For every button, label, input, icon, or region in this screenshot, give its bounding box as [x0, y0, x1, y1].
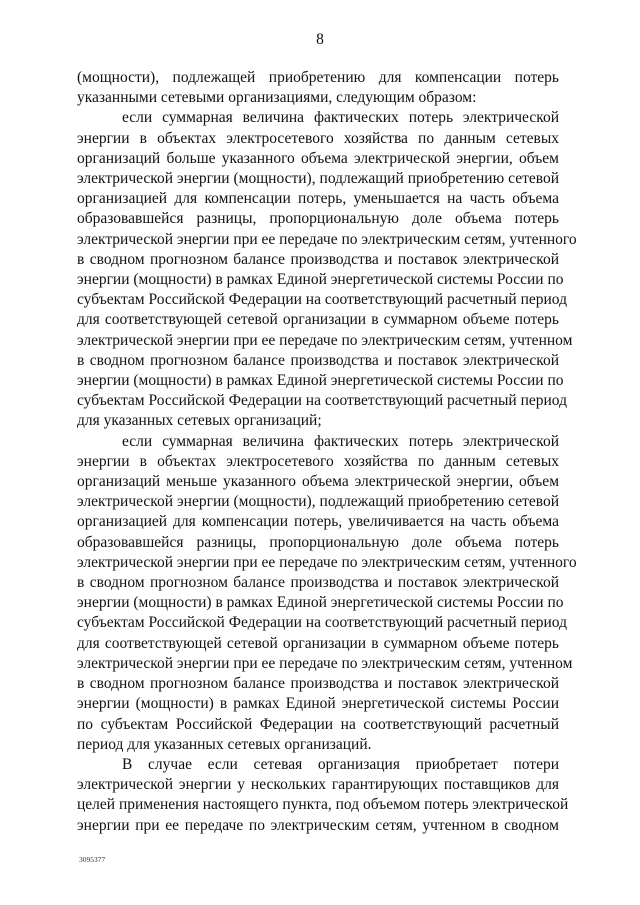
text-line: в сводном прогнозном балансе производства и поставок электрической [77, 351, 559, 369]
text-line: организацией для компенсации потерь, увеличивается на часть объема [77, 513, 559, 531]
text-line: энергии в объектах электросетевого хозяйства по данным сетевых [77, 452, 559, 470]
text-line: образовавшейся разницы, пропорциональную доле объема потерь [77, 533, 559, 551]
text-line: субъектам Российской Федерации на соответствующий расчетный период [77, 291, 567, 309]
text-line: в сводном прогнозном балансе производства и поставок электрической [77, 574, 559, 592]
text-line: период для указанных сетевых организаций. [77, 735, 372, 753]
text-line: электрической энергии у нескольких гарантирующих поставщиков для [77, 776, 559, 794]
text-line: если суммарная величина фактических потерь электрической [122, 109, 559, 127]
text-line: для указанных сетевых организаций; [77, 412, 322, 430]
text-line: энергии (мощности) в рамках Единой энергетической системы России по [77, 271, 564, 289]
text-line: организаций больше указанного объема электрической энергии, объем [77, 149, 559, 167]
text-line: субъектам Российской Федерации на соответствующий расчетный период [77, 614, 567, 632]
text-line: образовавшейся разницы, пропорциональную доле объема потерь [77, 210, 559, 228]
text-line: субъектам Российской Федерации на соответствующий расчетный период [77, 392, 567, 410]
text-line: если суммарная величина фактических потерь электрической [122, 432, 559, 450]
text-line: по субъектам Российской Федерации на соответствующий расчетный [77, 715, 559, 733]
text-line: электрической энергии при ее передаче по электрическим сетям, учтенного [77, 553, 577, 571]
text-line: энергии в объектах электросетевого хозяйства по данным сетевых [77, 129, 559, 147]
text-line: энергии при ее передаче по электрическим сетям, учтенном в сводном [77, 816, 559, 834]
text-line: для соответствующей сетевой организации в суммарном объеме потерь [77, 634, 559, 652]
text-line: энергии (мощности) в рамках Единой энергетической системы России по [77, 372, 564, 390]
text-line: электрической энергии при ее передаче по электрическим сетям, учтенного [77, 230, 577, 248]
text-line: электрической энергии при ее передаче по электрическим сетям, учтенном [77, 331, 573, 349]
text-line: В случае если сетевая организация приобретает потери [122, 755, 559, 773]
document-body [77, 68, 577, 836]
text-line: организацией для компенсации потерь, уменьшается на часть объема [77, 190, 559, 208]
text-line: электрической энергии при ее передаче по электрическим сетям, учтенном [77, 654, 573, 672]
text-line: электрической энергии (мощности), подлежащий приобретению сетевой [77, 170, 559, 188]
text-line: указанными сетевыми организациями, следующим образом: [77, 89, 477, 107]
text-line: (мощности), подлежащей приобретению для компенсации потерь [77, 69, 559, 86]
text-line: для соответствующей сетевой организации в суммарном объеме потерь [77, 311, 559, 329]
text-line: электрической энергии (мощности), подлежащий приобретению сетевой [77, 493, 559, 511]
text-line: организаций меньше указанного объема электрической энергии, объем [77, 473, 559, 491]
text-line: энергии (мощности) в рамках Единой энергетической системы России [77, 695, 559, 713]
document-code: 3095377 [79, 855, 106, 864]
page-number: 8 [316, 31, 324, 48]
text-line: энергии (мощности) в рамках Единой энергетической системы России по [77, 594, 564, 612]
text-line: в сводном прогнозном балансе производства и поставок электрической [77, 250, 559, 268]
text-line: в сводном прогнозном балансе производства и поставок электрической [77, 675, 559, 693]
text-line: целей применения настоящего пункта, под объемом потерь электрической [77, 796, 569, 814]
